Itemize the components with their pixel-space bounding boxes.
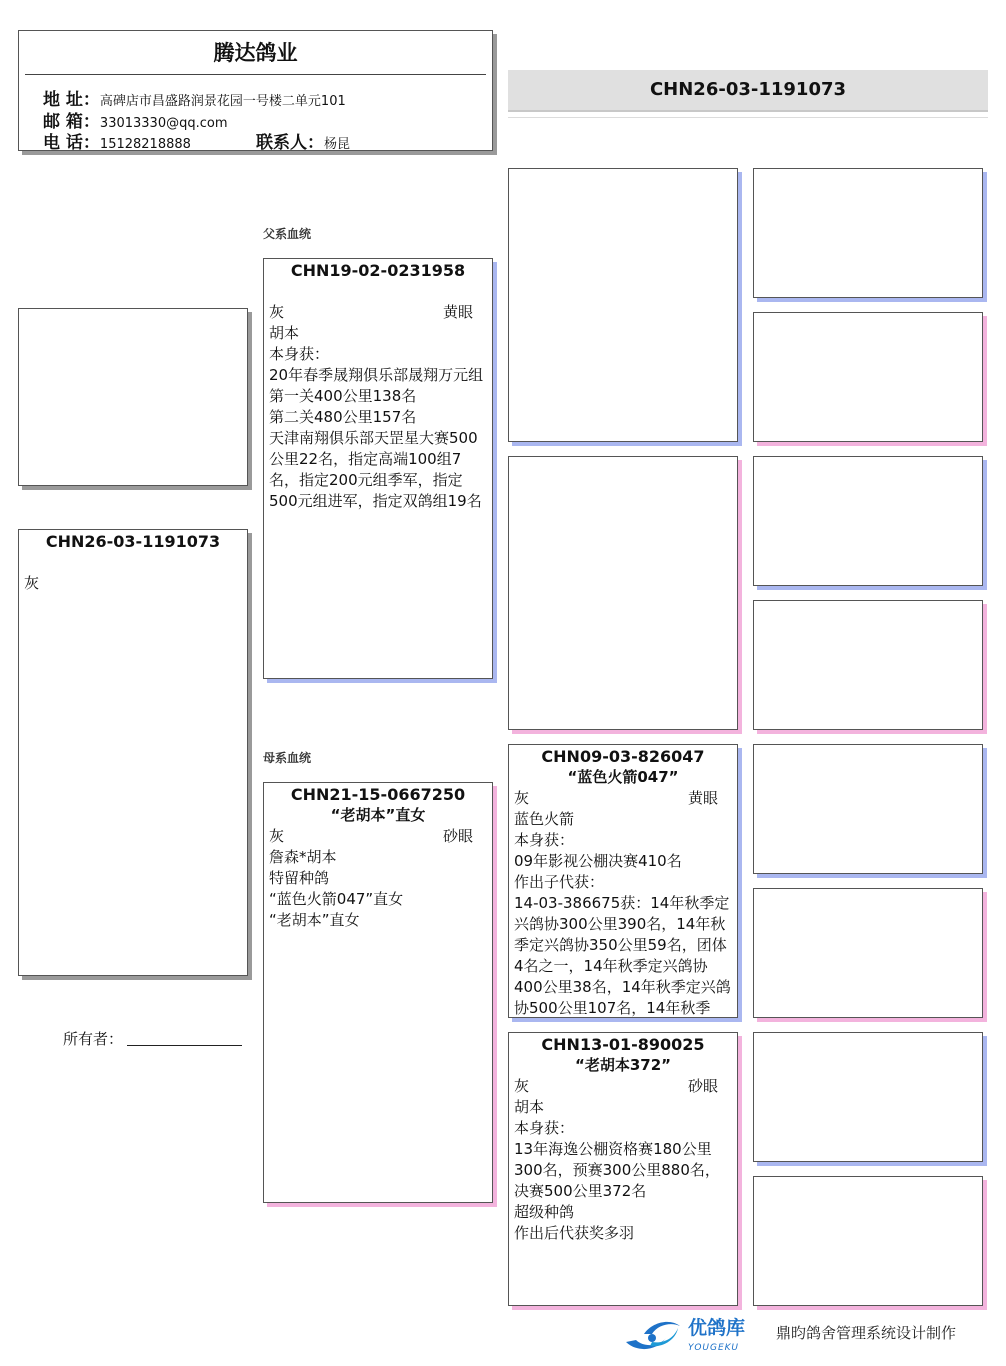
ggp-card-4 (753, 600, 983, 730)
contact-block (256, 128, 350, 153)
ggp-card-6 (753, 888, 983, 1018)
sire-eye: 黄眼 (442, 303, 473, 321)
dam-line-0: 詹森*胡本 (269, 848, 337, 866)
dam-dam-eye: 砂眼 (687, 1077, 718, 1095)
dam-sire-eye: 黄眼 (687, 789, 718, 807)
dam-sire-card (508, 744, 738, 1018)
ggp-card-2 (753, 312, 983, 442)
phone-line (43, 128, 351, 153)
dam-sire-line-3: 作出子代获： (514, 873, 605, 891)
sire-ring: CHN19-02-0231958 (290, 261, 466, 280)
dam-card (263, 782, 493, 1203)
dam-line-1: 特留种鸽 (269, 869, 330, 887)
sire-line-4: 第二关480公里157名 (269, 408, 417, 426)
yougeku-logo-icon (622, 1312, 762, 1356)
svg-text:YOUGEKU: YOUGEKU (688, 1343, 740, 1353)
sire-sire-card (508, 168, 738, 442)
sire-line-label: 父系血统 (263, 227, 312, 241)
banner-divider (508, 117, 988, 118)
owner-label: 所有者： (63, 1030, 124, 1048)
phone-value: 15128218888 (99, 137, 191, 152)
dam-sire-line-0: 蓝色火箭 (514, 810, 575, 828)
dam-dam-line-4: 作出后代获奖多羽 (514, 1224, 635, 1242)
address-value: 高碑店市昌盛路润景花园一号楼二单元101 (99, 94, 346, 109)
dam-sire-nickname: “蓝色火箭047” (567, 768, 679, 786)
dam-dam-ring: CHN13-01-890025 (541, 1035, 705, 1054)
yougeku-logo (622, 1312, 762, 1356)
dam-sire-line-4: 14-03-386675获：14年秋季定兴鸽协300公里390名，14年秋季定兴鸽协350公里59名，团体4名之一，14年秋季定兴鸽协400公里38名，14年秋季定兴鸽协500公里107名，14年秋季 (514, 894, 731, 1017)
ggp-card-1 (753, 168, 983, 298)
sire-line-5: 天津南翔俱乐部天罡星大赛500公里22名，指定高端100组7名，指定200元组季军，指定500元组进军，指定双鸽组19名 (269, 429, 482, 510)
svg-text:优鸽库: 优鸽库 (688, 1317, 746, 1339)
dam-sire-line-2: 09年影视公棚决赛410名 (514, 852, 682, 870)
subject-ring: CHN26-03-1191073 (45, 532, 221, 551)
dam-sire-line-1: 本身获： (514, 831, 575, 849)
sire-line-2: 20年春季晟翔俱乐部晟翔万元组 (269, 366, 484, 384)
phone-label: 电 话： (43, 133, 100, 153)
dam-line-label: 母系血统 (263, 751, 312, 765)
sire-line-1: 本身获： (269, 345, 330, 363)
dam-sire-traits (514, 788, 732, 809)
sire-line-0: 胡本 (269, 324, 300, 342)
email-value: 33013330@qq.com (99, 116, 228, 131)
sire-color: 灰 (269, 303, 285, 321)
sire-dam-card (508, 456, 738, 730)
ggp-card-7 (753, 1032, 983, 1162)
loft-name: 腾达鸽业 (213, 41, 298, 65)
breeder-header-card (18, 30, 493, 151)
photo-box (18, 308, 248, 486)
dam-dam-card (508, 1032, 738, 1306)
owner-signature-line (127, 1045, 242, 1046)
dam-dam-traits (514, 1076, 732, 1097)
ggp-card-3 (753, 456, 983, 586)
footer-credit: 鼎昀鸽舍管理系统设计制作 (776, 1324, 957, 1342)
dam-nickname: “老胡本”直女 (330, 806, 426, 824)
dam-sire-color: 灰 (514, 789, 530, 807)
dam-dam-line-1: 本身获： (514, 1119, 575, 1137)
dam-ring: CHN21-15-0667250 (290, 785, 466, 804)
sire-traits (269, 302, 487, 323)
ggp-card-8 (753, 1176, 983, 1306)
ggp-card-5 (753, 744, 983, 874)
contact-label: 联系人： (256, 133, 324, 153)
pedigree-ring-banner: CHN26-03-1191073 (508, 70, 988, 112)
sire-card (263, 258, 493, 679)
dam-line-2: “蓝色火箭047”直女 (269, 890, 404, 908)
dam-dam-line-2: 13年海逸公棚资格赛180公里300名，预赛300公里880名，决赛500公里372名 (514, 1140, 720, 1200)
dam-color: 灰 (269, 827, 285, 845)
contact-value: 杨昆 (324, 137, 351, 152)
email-label: 邮 箱： (43, 112, 100, 132)
dam-traits (269, 826, 487, 847)
dam-dam-nickname: “老胡本372” (574, 1056, 672, 1074)
address-label: 地 址： (43, 90, 100, 110)
header-divider (25, 74, 486, 75)
sire-line-3: 第一关400公里138名 (269, 387, 417, 405)
dam-eye: 砂眼 (442, 827, 473, 845)
dam-dam-line-3: 超级种鸽 (514, 1203, 575, 1221)
subject-card (18, 529, 248, 976)
dam-line-3: “老胡本”直女 (269, 911, 360, 929)
dam-dam-color: 灰 (514, 1077, 530, 1095)
dam-sire-ring: CHN09-03-826047 (541, 747, 705, 766)
subject-color: 灰 (24, 574, 40, 592)
dam-dam-line-0: 胡本 (514, 1098, 545, 1116)
